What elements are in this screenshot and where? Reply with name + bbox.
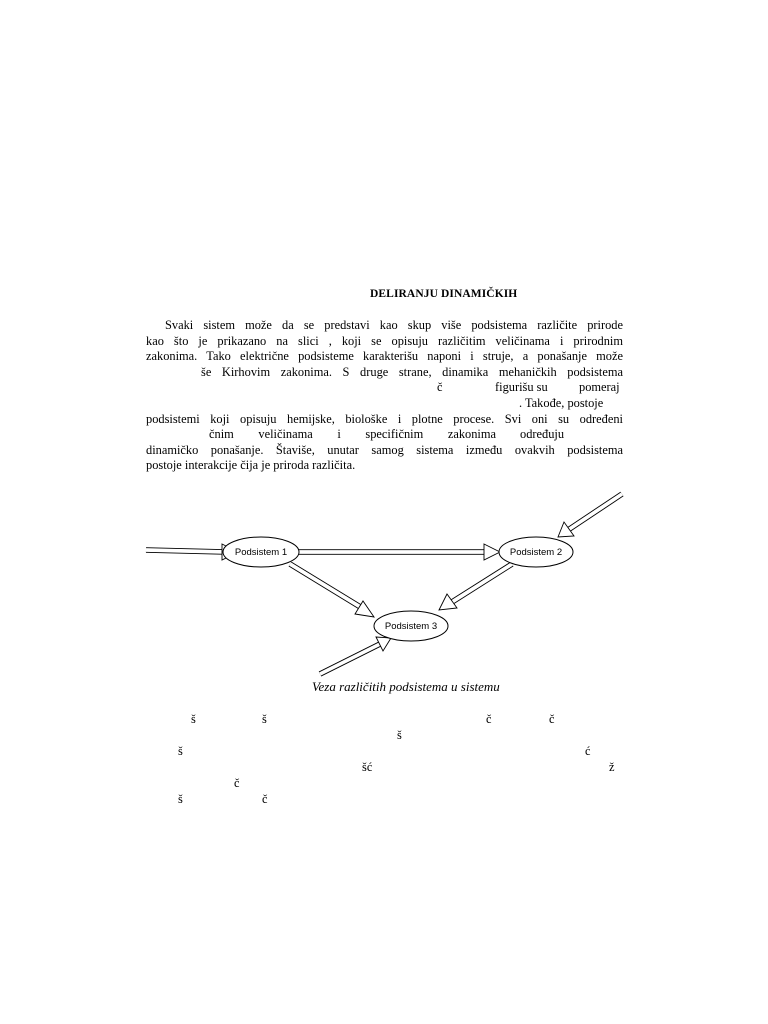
text-fragment: č [486, 712, 492, 726]
text-fragment: ž [609, 760, 615, 774]
text-fragment: č [234, 776, 240, 790]
arrow-1-to-2 [297, 544, 500, 560]
paragraph-line: čnim veličinama i specifičnim zakonima [209, 427, 496, 442]
text-fragment: šć [362, 760, 373, 774]
arrow-1-to-3 [290, 564, 374, 617]
paragraph-line: pomeraj [579, 380, 620, 395]
paragraph-line: . Takođe, postoje [519, 396, 604, 410]
text-fragment: š [397, 728, 402, 742]
input-arrow-3 [320, 637, 391, 674]
text-fragment: š [178, 744, 183, 758]
figure-caption: Veza različitih podsistema u sistemu [312, 679, 500, 694]
paragraph-line: podsistemi koji opisuju hemijske, biološke i plotne procese. Svi oni su određeni [146, 411, 623, 426]
paragraph-line: zakonima. Tako električne podsisteme karakterišu naponi i struje, a ponašanje može [146, 349, 623, 364]
input-arrow-2 [558, 494, 622, 537]
subsystem-diagram [140, 486, 640, 680]
paragraph-line: še Kirhovim zakonima. S druge strane, dinamika mehaničkih podsistema [201, 364, 623, 379]
paragraph-line: određuju [520, 427, 565, 442]
node-podsistem-3 [374, 611, 448, 641]
text-fragment: š [178, 792, 183, 806]
paragraph-line: Svaki sistem može da se predstavi kao skup više podsistema različite prirode [165, 318, 623, 332]
arrow-2-to-3 [439, 564, 512, 610]
node-label: Podsistem 3 [384, 621, 438, 632]
paragraph-line: kao što je prikazano na slici , koji se opisuju različitim veličinama i prirodnim [146, 333, 623, 348]
node-label: Podsistem 1 [234, 547, 288, 558]
node-podsistem-2 [499, 537, 573, 567]
paragraph-line: dinamičko ponašanje. Štaviše, unutar samog sistema između ovakvih podsistema [146, 442, 623, 457]
text-fragment: č [549, 712, 555, 726]
paragraph-line: figurišu su [495, 380, 548, 395]
node-podsistem-1 [223, 537, 299, 567]
paragraph-line: č [437, 380, 443, 395]
section-heading: DELIRANJU DINAMIČKIH [370, 288, 518, 300]
text-fragment: č [262, 792, 268, 806]
text-fragment: š [191, 712, 196, 726]
text-fragment: ć [585, 744, 591, 758]
node-label: Podsistem 2 [509, 547, 563, 558]
text-fragment: š [262, 712, 267, 726]
paragraph-line: postoje interakcije čija je priroda različita. [146, 458, 356, 473]
